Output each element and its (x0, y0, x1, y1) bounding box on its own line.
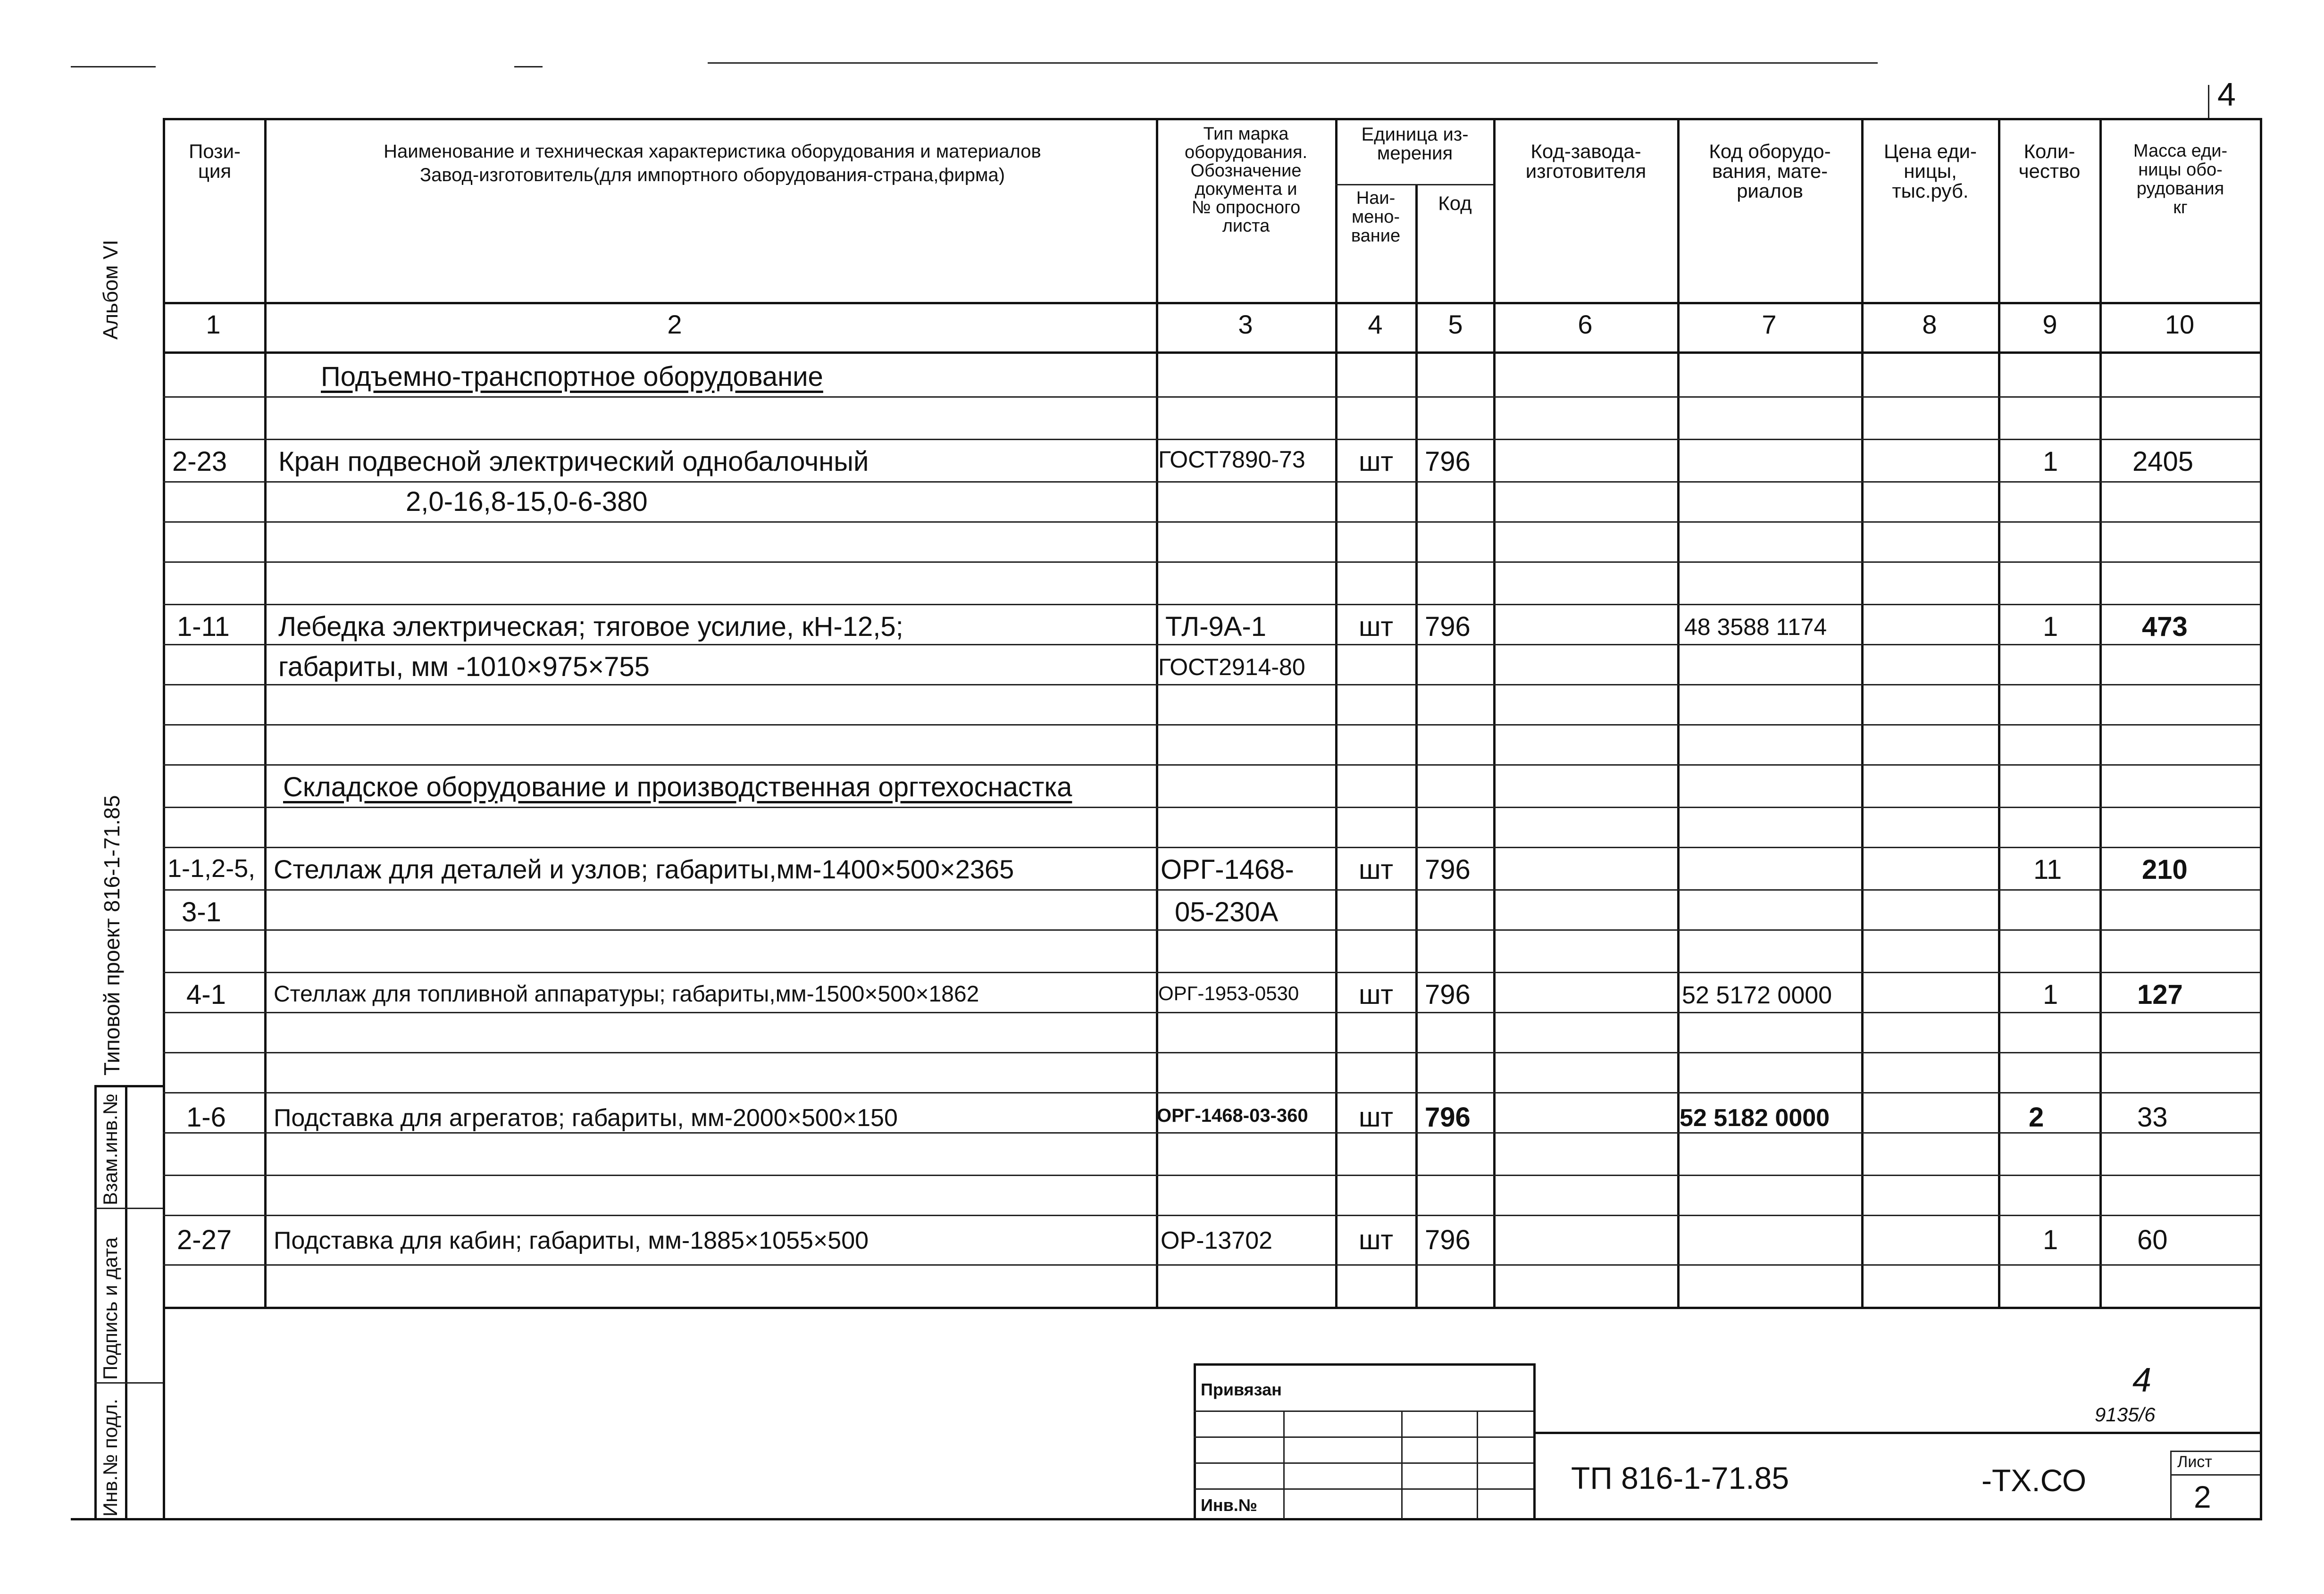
col-number: 10 (2165, 309, 2195, 339)
row-line (163, 1012, 2260, 1013)
cell-type: ОРГ-1953-0530 (1158, 982, 1299, 1004)
cell-mass: 60 (2137, 1225, 2168, 1255)
cell-mass: 2405 (2132, 446, 2194, 477)
cell-material-code: 52 5172 0000 (1682, 982, 1832, 1009)
top-mark (708, 62, 1878, 64)
cell-code: 796 (1425, 611, 1471, 642)
side-signature-date: Подпись и дата (99, 1237, 121, 1380)
row-line (163, 764, 2260, 766)
tb-line (1194, 1436, 1533, 1438)
cell-material-code: 48 3588 1174 (1684, 614, 1827, 640)
cell-position: 3-1 (182, 897, 221, 927)
row-line (163, 481, 2260, 483)
tb-line (1194, 1462, 1533, 1464)
cell-type: ОРГ-1468- (1161, 854, 1294, 885)
row-line (163, 644, 2260, 645)
side-orig-inv: Инв.№ подл. (99, 1399, 121, 1517)
tb-sheet-number: 2 (2194, 1479, 2211, 1514)
row-line (163, 1132, 2260, 1134)
stamp-frame (94, 1085, 163, 1087)
tb-line (1283, 1410, 1285, 1519)
row-line (163, 561, 2260, 563)
row-line (163, 972, 2260, 973)
side-replace-inv: Взам.инв.№ (99, 1093, 121, 1205)
cell-position: 4-1 (186, 979, 226, 1010)
row-line (163, 807, 2260, 808)
tb-sheet-label: Лист (2177, 1453, 2212, 1471)
cell-code: 796 (1425, 1225, 1471, 1255)
unit-split (1335, 184, 1493, 185)
tb-line (1401, 1410, 1403, 1519)
row-line (163, 1175, 2260, 1176)
row-line (163, 396, 2260, 398)
top-mark (71, 66, 156, 67)
col-sep-2 (1156, 118, 1158, 1307)
side-project: Типовой проект 816-1-71.85 (100, 795, 124, 1076)
cell-quantity: 1 (2043, 979, 2058, 1010)
row-line (163, 724, 2260, 726)
hdr-unit: Единица из- мерения (1361, 124, 1469, 164)
cell-quantity: 11 (2033, 854, 2062, 885)
hdr-factory-code: Код-завода- изготовителя (1525, 140, 1647, 182)
row-line (163, 684, 2260, 685)
row-line (163, 604, 2260, 605)
section-heading: Подъемно-транспортное оборудование (321, 361, 823, 392)
col-sep-9 (2099, 118, 2102, 1307)
col-number: 9 (2042, 309, 2057, 339)
cell-name: Стеллаж для деталей и узлов; габариты,мм-1400×500×2365 (274, 854, 1014, 884)
tb-inv: Инв.№ (1201, 1495, 1257, 1515)
col-number: 5 (1448, 309, 1463, 339)
col-sep-4 (1415, 184, 1418, 1307)
cell-code: 796 (1425, 446, 1471, 477)
cell-mass: 473 (2142, 611, 2188, 642)
col-number: 3 (1238, 309, 1253, 339)
hdr-mass: Масса еди- ницы обо- рудования кг (2133, 141, 2228, 217)
colnum-bottom (163, 351, 2260, 354)
stamp-frame (125, 1085, 127, 1519)
cell-type: ТЛ-9А-1 (1165, 611, 1267, 642)
top-mark (514, 66, 543, 67)
tb-hand-number: 4 (2132, 1361, 2152, 1399)
cell-code: 796 (1425, 1102, 1471, 1133)
cell-mass: 127 (2137, 979, 2183, 1010)
cell-position: 1-6 (186, 1102, 226, 1133)
cell-position: 1-11 (177, 611, 230, 642)
cell-material-code: 52 5182 0000 (1680, 1104, 1830, 1132)
col-sep-5 (1493, 118, 1496, 1307)
tb-hand-sub: 9135/6 (2095, 1403, 2156, 1426)
row-line (163, 889, 2260, 891)
cell-unit: шт (1359, 854, 1394, 885)
tb-sheet-box (2170, 1451, 2172, 1519)
col-number: 7 (1762, 309, 1777, 339)
tb-frame (1194, 1363, 1196, 1519)
hdr-material-code: Код оборудо- вания, мате- риалов (1709, 140, 1831, 202)
cell-name: Подставка для кабин; габариты, мм-1885×1055×500 (274, 1227, 869, 1254)
tb-frame (1533, 1363, 1536, 1519)
hdr-type: Тип марка оборудования. Обозначение документа и № опросного листа (1184, 124, 1308, 236)
col-sep-7 (1861, 118, 1864, 1307)
col-number: 1 (206, 309, 221, 339)
page-number-rule (2208, 85, 2209, 118)
row-line (163, 439, 2260, 440)
cell-type: ГОСТ7890-73 (1158, 446, 1305, 473)
cell-unit: шт (1359, 1102, 1394, 1133)
col-number: 4 (1368, 309, 1383, 339)
cell-quantity: 1 (2043, 1225, 2058, 1255)
tb-suffix: -ТХ.СО (1981, 1463, 2087, 1498)
cell-type: ОРГ-1468-03-360 (1157, 1105, 1308, 1126)
cell-type: ГОСТ2914-80 (1158, 654, 1305, 680)
cell-name: Подставка для агрегатов; габариты, мм-2000×500×150 (274, 1104, 898, 1132)
cell-unit: шт (1359, 1225, 1394, 1255)
cell-quantity: 2 (2029, 1102, 2044, 1133)
cell-unit: шт (1359, 446, 1394, 477)
hdr-position: Пози- ция (189, 140, 241, 182)
tb-bound: Привязан (1201, 1380, 1282, 1399)
tb-line (1194, 1488, 1533, 1490)
row-line (163, 1092, 2260, 1093)
hdr-quantity: Коли- чество (2018, 140, 2081, 182)
frame-right (2260, 118, 2262, 1519)
tb-line (1194, 1410, 1533, 1412)
cell-name: габариты, мм -1010×975×755 (278, 651, 650, 682)
row-line (163, 1264, 2260, 1266)
hdr-unit-name: Наи- мено- вание (1351, 188, 1401, 246)
cell-unit: шт (1359, 979, 1394, 1010)
cell-mass: 33 (2137, 1102, 2168, 1133)
col-sep-1 (264, 118, 267, 1307)
col-number: 2 (667, 309, 682, 339)
cell-position: 1-1,2-5, (167, 854, 256, 883)
stamp-line (94, 1382, 163, 1384)
col-number: 8 (1922, 309, 1937, 339)
row-line (163, 929, 2260, 931)
stamp-frame (94, 1085, 97, 1519)
tb-sheet-box (2170, 1474, 2260, 1476)
page-number: 4 (2217, 76, 2236, 113)
header-bottom (163, 302, 2260, 304)
table-end (163, 1307, 2260, 1309)
cell-quantity: 1 (2043, 446, 2058, 477)
cell-code: 796 (1425, 979, 1471, 1010)
row-line (163, 521, 2260, 523)
tb-line (1477, 1410, 1478, 1519)
cell-name: Кран подвесной электрический однобалочный (278, 446, 869, 477)
tb-main-top (1533, 1432, 2260, 1434)
cell-type: ОР-13702 (1161, 1227, 1273, 1254)
hdr-unit-code: Код (1438, 192, 1472, 214)
col-sep-8 (1998, 118, 2000, 1307)
cell-type: 05-230А (1175, 897, 1279, 927)
cell-position: 2-27 (177, 1225, 232, 1255)
side-album: Альбом VI (99, 240, 122, 340)
cell-unit: шт (1359, 611, 1394, 642)
tb-doc-code: ТП 816-1-71.85 (1571, 1460, 1789, 1495)
tb-frame (1194, 1363, 1533, 1366)
cell-code: 796 (1425, 854, 1471, 885)
hdr-price: Цена еди- ницы, тыс.руб. (1883, 140, 1977, 202)
row-line (163, 847, 2260, 848)
hdr-name-2: Завод-изготовитель(для импортного оборудования-страна,фирма) (419, 165, 1005, 185)
row-line (163, 1052, 2260, 1053)
hdr-name-1: Наименование и техническая характеристика оборудования и материалов (384, 142, 1041, 161)
cell-quantity: 1 (2043, 611, 2058, 642)
stamp-line (94, 1208, 163, 1209)
cell-mass: 210 (2142, 854, 2188, 885)
col-number: 6 (1578, 309, 1593, 339)
cell-name: 2,0-16,8-15,0-6-380 (406, 486, 648, 517)
row-line (163, 1215, 2260, 1216)
tb-sheet-box (2170, 1451, 2260, 1452)
cell-name: Лебедка электрическая; тяговое усилие, кН-12,5; (278, 611, 903, 642)
col-sep-3 (1335, 118, 1338, 1307)
cell-position: 2-23 (172, 446, 227, 477)
section-heading: Складское оборудование и производственная оргтехоснастка (283, 772, 1072, 802)
frame-top (163, 118, 2260, 120)
cell-name: Стеллаж для топливной аппаратуры; габариты,мм-1500×500×1862 (274, 982, 979, 1007)
frame-bottom (71, 1518, 2262, 1520)
